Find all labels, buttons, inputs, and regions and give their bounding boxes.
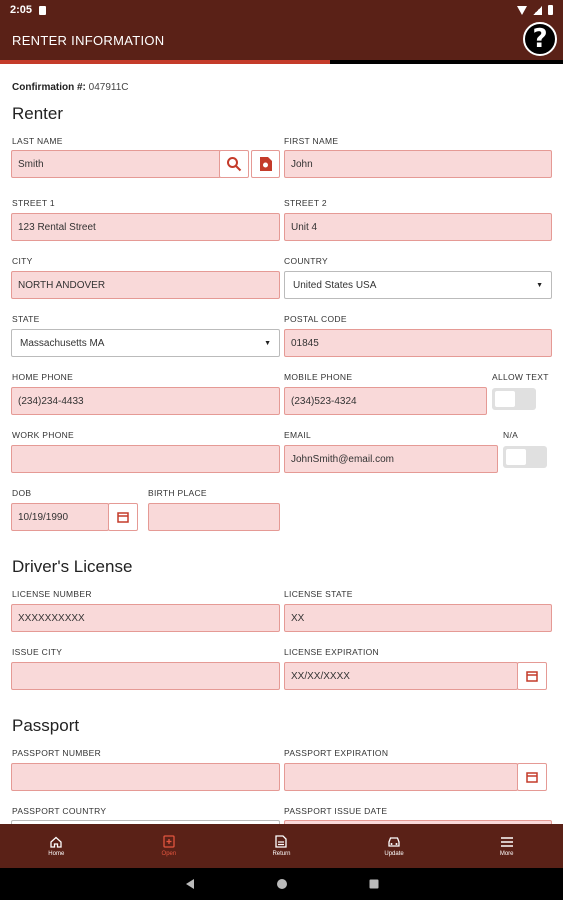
license-expiration-label: LICENSE EXPIRATION — [284, 647, 379, 657]
section-passport: Passport — [12, 716, 80, 735]
sim-icon — [39, 6, 46, 15]
first-name-label: FIRST NAME — [284, 136, 339, 146]
signal-icon — [533, 6, 542, 15]
nav-return[interactable] — [225, 824, 338, 868]
status-bar — [0, 0, 563, 20]
dropdown-icon: ▼ — [264, 339, 271, 347]
street1-label: STREET 1 — [12, 198, 55, 208]
renter-form — [0, 64, 563, 824]
last-name-field[interactable]: Smith — [11, 150, 221, 178]
calendar-icon — [117, 511, 129, 523]
mobile-phone-label: MOBILE PHONE — [284, 372, 353, 382]
nav-home-label: Home — [48, 850, 65, 857]
email-field[interactable]: JohnSmith@email.com — [284, 445, 498, 473]
passport-expiration-label: PASSPORT EXPIRATION — [284, 748, 389, 758]
section-drivers-license: Driver's License — [12, 557, 133, 576]
first-name-field[interactable]: John — [284, 150, 552, 178]
search-button[interactable] — [219, 150, 249, 178]
recents-icon[interactable] — [368, 878, 380, 890]
home-phone-field[interactable]: (234)234-4433 — [11, 387, 280, 415]
help-button[interactable]: ? — [523, 22, 557, 56]
license-expiration-field[interactable]: XX/XX/XXXX — [284, 662, 518, 690]
back-icon[interactable] — [184, 878, 196, 890]
last-name-label: LAST NAME — [12, 136, 63, 146]
state-value: Massachusetts MA — [20, 337, 105, 349]
city-label: CITY — [12, 256, 33, 266]
work-phone-field[interactable] — [11, 445, 280, 473]
issue-city-label: ISSUE CITY — [12, 647, 63, 657]
passport-number-label: PASSPORT NUMBER — [12, 748, 102, 758]
postal-code-label: POSTAL CODE — [284, 314, 347, 324]
mobile-phone-field[interactable]: (234)523-4324 — [284, 387, 487, 415]
postal-code-field[interactable]: 01845 — [284, 329, 552, 357]
allow-text-label: ALLOW TEXT — [492, 372, 549, 382]
city-field[interactable]: NORTH ANDOVER — [11, 271, 280, 299]
nav-update[interactable] — [338, 824, 451, 868]
license-expiration-calendar-button[interactable] — [517, 662, 547, 690]
nav-more-label: More — [499, 850, 514, 857]
country-value: United States USA — [293, 279, 377, 291]
street2-label: STREET 2 — [284, 198, 327, 208]
birth-place-field[interactable] — [148, 503, 280, 531]
state-select[interactable] — [11, 329, 280, 357]
nav-update-label: Update — [384, 850, 404, 857]
passport-number-field[interactable] — [11, 763, 280, 791]
home-phone-label: HOME PHONE — [12, 372, 74, 382]
allow-text-toggle[interactable] — [492, 388, 536, 410]
work-phone-label: WORK PHONE — [12, 430, 75, 440]
wifi-icon — [517, 6, 527, 15]
status-time: 2:05 — [10, 4, 33, 16]
street1-field[interactable]: 123 Rental Street — [11, 213, 280, 241]
nav-more[interactable] — [450, 824, 563, 868]
email-label: EMAIL — [284, 430, 312, 440]
nav-open[interactable] — [113, 824, 226, 868]
na-label: N/A — [503, 430, 519, 440]
dob-label: DOB — [12, 488, 32, 498]
confirmation-value: 047911C — [88, 82, 129, 93]
app-bar — [0, 20, 563, 60]
birth-place-label: BIRTH PLACE — [148, 488, 207, 498]
passport-expiration-calendar-button[interactable] — [517, 763, 547, 791]
home-circle-icon[interactable] — [276, 878, 288, 890]
country-select[interactable] — [284, 271, 552, 299]
system-nav-bar — [0, 868, 563, 900]
scan-doc-icon — [259, 156, 273, 172]
calendar-icon — [526, 670, 538, 682]
state-label: STATE — [12, 314, 40, 324]
license-number-label: LICENSE NUMBER — [12, 589, 92, 599]
passport-country-label: PASSPORT COUNTRY — [12, 806, 107, 816]
email-na-toggle[interactable] — [503, 446, 547, 468]
issue-city-field[interactable] — [11, 662, 280, 690]
dob-field[interactable]: 10/19/1990 — [11, 503, 109, 531]
return-icon — [275, 835, 287, 848]
menu-icon — [500, 836, 514, 848]
license-state-field[interactable]: XX — [284, 604, 552, 632]
battery-icon — [548, 5, 553, 15]
confirmation-label: Confirmation #: — [12, 82, 86, 93]
dob-calendar-button[interactable] — [108, 503, 138, 531]
open-icon — [163, 835, 175, 848]
passport-expiration-field[interactable] — [284, 763, 518, 791]
home-icon — [50, 836, 62, 848]
scan-license-button[interactable] — [251, 150, 280, 178]
bottom-nav — [0, 824, 563, 868]
nav-return-label: Return — [272, 851, 291, 857]
country-label: COUNTRY — [284, 256, 328, 266]
nav-home[interactable] — [0, 824, 113, 868]
license-state-label: LICENSE STATE — [284, 589, 353, 599]
car-icon — [387, 836, 401, 848]
dropdown-icon: ▼ — [536, 281, 543, 289]
section-renter: Renter — [12, 104, 64, 123]
license-number-field[interactable]: XXXXXXXXXX — [11, 604, 280, 632]
passport-issue-date-label: PASSPORT ISSUE DATE — [284, 806, 388, 816]
search-icon — [226, 156, 242, 172]
confirmation-number — [12, 82, 129, 93]
calendar-icon — [526, 771, 538, 783]
street2-field[interactable]: Unit 4 — [284, 213, 552, 241]
nav-open-label: Open — [161, 851, 177, 857]
page-title: RENTER INFORMATION — [12, 32, 165, 48]
